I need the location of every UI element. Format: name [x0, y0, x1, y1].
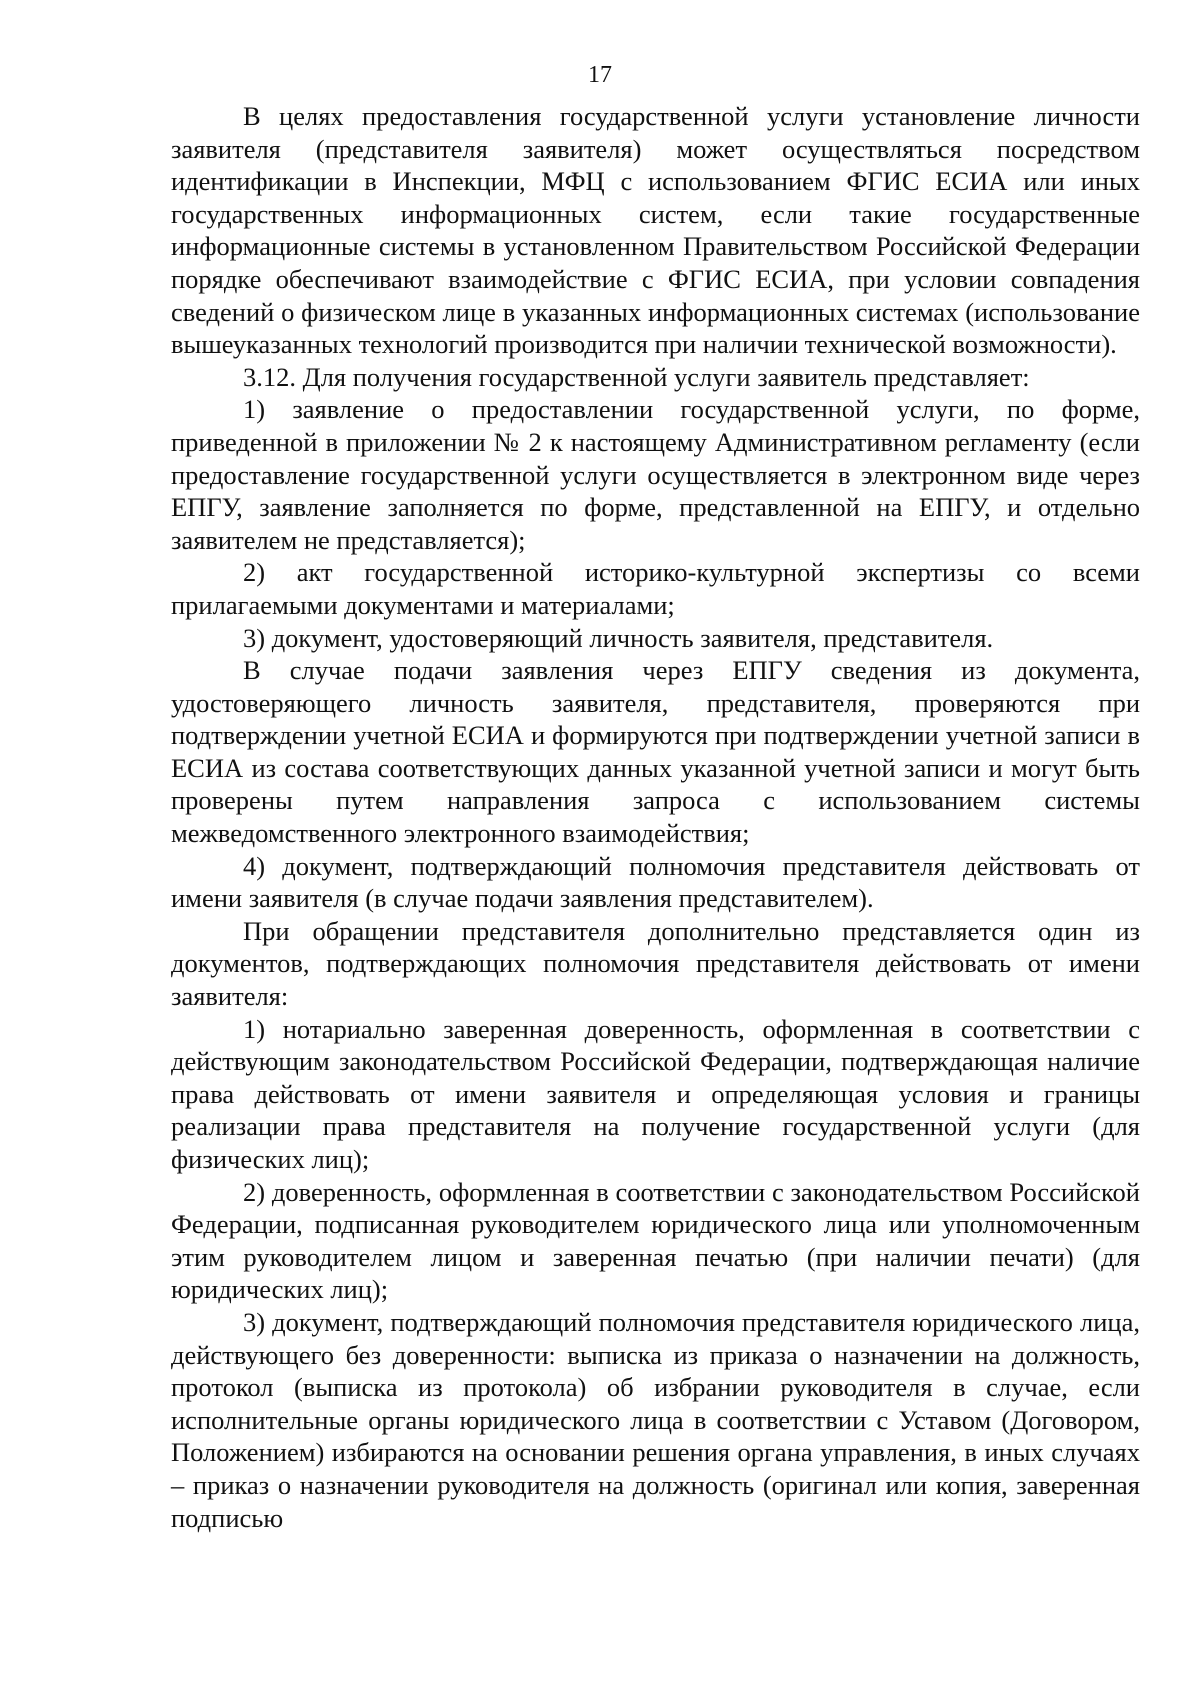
page-number: 17 [588, 62, 612, 88]
paragraph-notarized-power-of-attorney: 1) нотариально заверенная доверенность, оформленная в соответствии с действующим законодательством Российской Федерации, подтверждающая наличие права действовать от имени заявителя и определяющая условия и границы реализации права представителя на получение государственной услуги (для физических лиц); [171, 1013, 1140, 1174]
paragraph-item-application: 1) заявление о предоставлении государственной услуги, по форме, приведенной в приложении № 2 к настоящему Административном регламенту (если предоставление государственной услуги осуществляется в электронном виде через ЕПГУ, заявление заполняется по форме, представленной на ЕПГУ, и отдельно заявителем не представляется); [171, 394, 1140, 555]
paragraph-legal-entity-power-of-attorney: 2) доверенность, оформленная в соответствии с законодательством Российской Федерации, подписанная руководителем юридического лица или уполномоченным этим руководителем лицом и заверенная печатью (при наличии печати) (для юридических лиц); [171, 1176, 1140, 1305]
paragraph-legal-entity-authority-document: 3) документ, подтверждающий полномочия представителя юридического лица, действующего без доверенности: выписка из приказа о назначении на должность, протокол (выписка из протокола) об избрании руководителя в случае, если исполнительные органы юридического лица в соответствии с Уставом (Договором, Положением) избираются на основании решения органа управления, в иных случаях – приказ о назначении руководителя на должность (оригинал или копия, заверенная подписью [171, 1306, 1140, 1533]
paragraph-item-expertise-act: 2) акт государственной историко-культурной экспертизы со всеми прилагаемыми документами и материалами; [171, 557, 1140, 620]
paragraph-item-authority-document: 4) документ, подтверждающий полномочия представителя действовать от имени заявителя (в случае подачи заявления представителем). [171, 850, 1140, 914]
document-body [171, 100, 1140, 1534]
paragraph-epgu-verification: В случае подачи заявления через ЕПГУ сведения из документа, удостоверяющего личность заявителя, представителя, проверяются при подтверждении учетной ЕСИА и формируются при подтверждении учетной записи в ЕСИА из состава соответствующих данных указанной учетной записи и могут быть проверены путем направления запроса с использованием системы межведомственного электронного взаимодействия; [171, 655, 1140, 849]
paragraph-identification: В целях предоставления государственной услуги установление личности заявителя (представителя заявителя) может осуществляться посредством идентификации в Инспекции, МФЦ с использованием ФГИС ЕСИА или иных государственных информационных систем, если такие государственные информационные системы в установленном Правительством Российской Федерации порядке обеспечивают взаимодействие с ФГИС ЕСИА, при условии совпадения сведений о физическом лице в указанных информационных системах (использование вышеуказанных технологий производится при наличии технической возможности). [171, 101, 1140, 360]
paragraph-representative-documents: При обращении представителя дополнительно представляется один из документов, подтверждающих полномочия представителя действовать от имени заявителя: [171, 915, 1140, 1012]
paragraph-section-3-12: 3.12. Для получения государственной услуги заявитель представляет: [243, 361, 1030, 392]
paragraph-item-identity-document: 3) документ, удостоверяющий личность заявителя, представителя. [243, 622, 994, 653]
